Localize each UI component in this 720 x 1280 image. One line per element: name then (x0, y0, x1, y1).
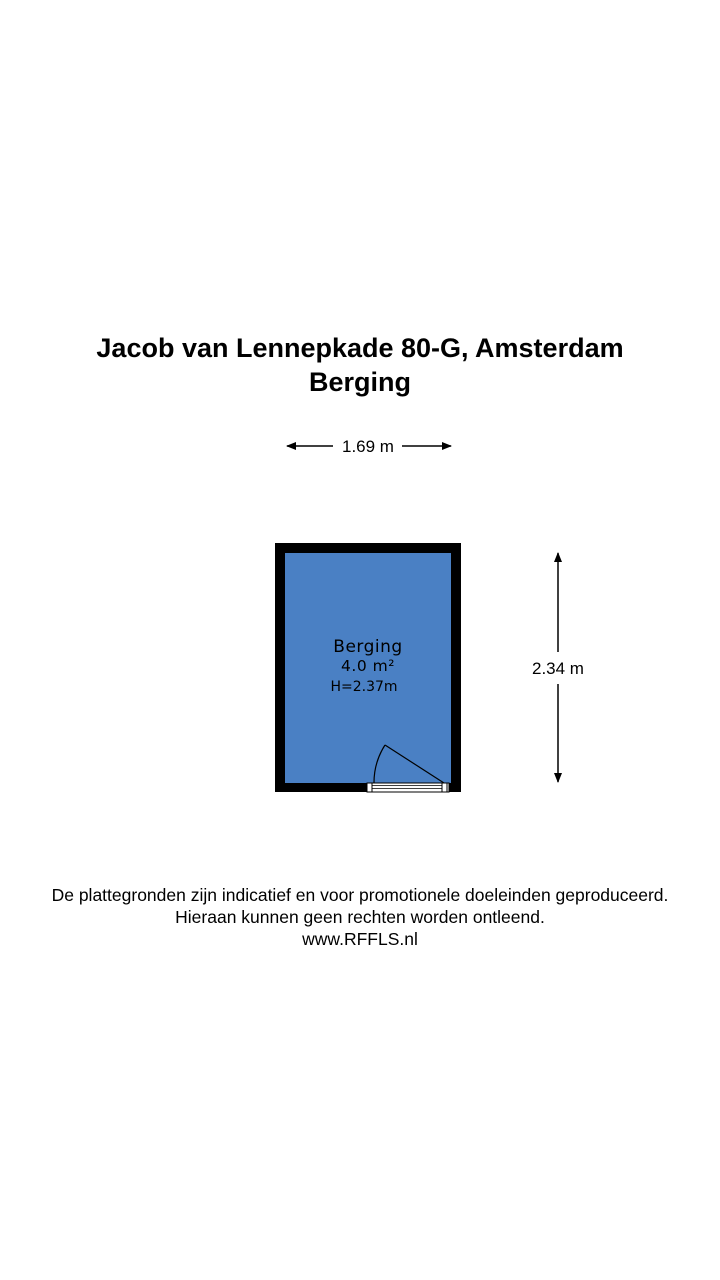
floor-title: Berging (308, 367, 411, 397)
room-name: Berging (333, 637, 403, 657)
height-label: 2.34 m (532, 659, 584, 678)
height-dimension (532, 553, 584, 782)
website-link: www.RFFLS.nl (302, 929, 418, 949)
disclaimer-text: De plattegronden zijn indicatief en voor promotionele doeleinden geproduceerd. (51, 885, 669, 905)
door-opening (367, 783, 449, 792)
width-label: 1.69 m (342, 437, 394, 456)
room-area: 4.0 m² (341, 657, 395, 675)
room-berging (275, 543, 461, 792)
disclaimer-rights: Hieraan kunnen geen rechten worden ontleend. (175, 907, 545, 927)
room-ceiling-height: H=2.37m (330, 679, 398, 695)
width-dimension (287, 437, 451, 456)
address-title: Jacob van Lennepkade 80-G, Amsterdam (96, 333, 624, 363)
